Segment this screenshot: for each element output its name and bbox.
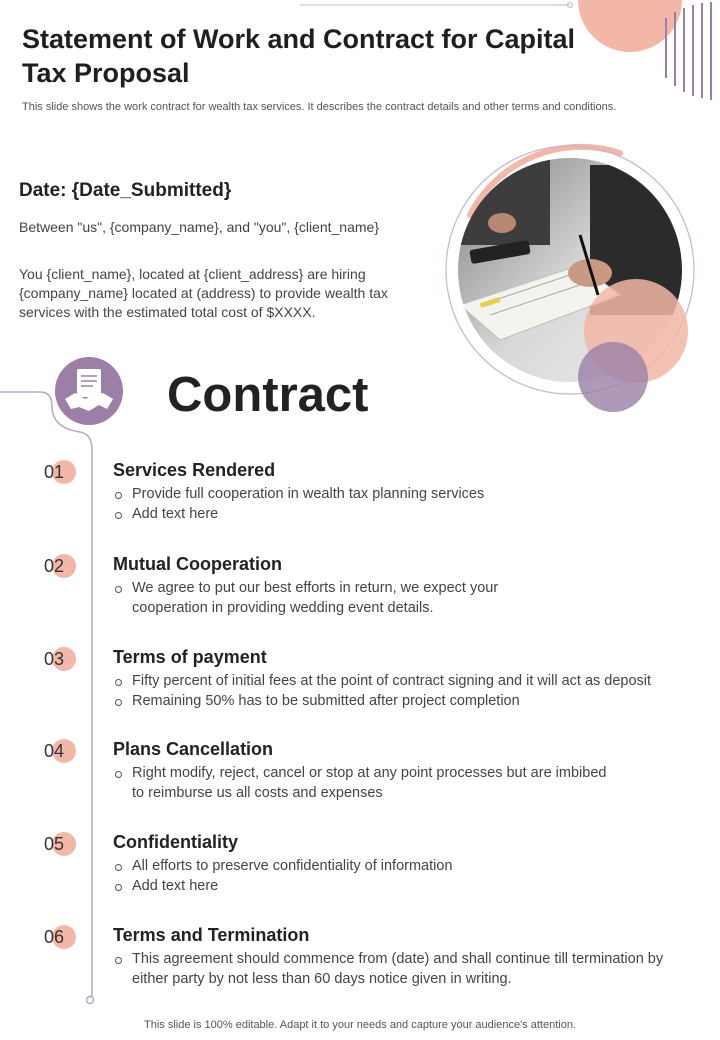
bullet-item: Add text here — [113, 877, 713, 897]
bullet-item: Right modify, reject, cancel or stop at any point processes but are imbibed to reimburse us all costs and expenses — [113, 764, 613, 803]
bullet-item: Add text here — [113, 505, 713, 525]
section-title: Terms of payment — [113, 647, 267, 667]
handshake-document-icon — [55, 357, 123, 425]
purple-overlay-circle — [578, 342, 648, 412]
footer-note: This slide is 100% editable. Adapt it to your needs and capture your audience's attention. — [144, 1019, 576, 1031]
corner-decor — [570, 0, 720, 100]
section-bullets — [113, 672, 713, 711]
hiring-paragraph: You {client_name}, located at {client_address} are hiring {company_name} located at (address) to provide wealth tax services with the estimated total cost of $XXXX. — [19, 266, 388, 320]
section-bullets — [113, 950, 673, 989]
section-title: Plans Cancellation — [113, 739, 274, 759]
section-number: 01 — [44, 462, 65, 482]
bullet-item: Remaining 50% has to be submitted after project completion — [113, 692, 713, 712]
contract-signing-photo — [440, 135, 710, 420]
bullet-item: We agree to put our best efforts in return, we expect your cooperation in providing wedding event details. — [113, 579, 553, 618]
section-title: Confidentiality — [113, 832, 238, 852]
section-title: Mutual Cooperation — [113, 554, 282, 574]
contract-heading: Contract — [167, 368, 369, 422]
section-number: 05 — [44, 834, 65, 854]
section-number: 04 — [44, 741, 65, 761]
section-bullets — [113, 764, 613, 803]
section-number: 06 — [44, 927, 65, 947]
section-bullets — [113, 485, 713, 524]
section-number: 03 — [44, 649, 65, 669]
bullet-item: This agreement should commence from (date) and shall continue till termination by either party by not less than 60 days notice given in writing. — [113, 950, 673, 989]
photo-decor — [440, 135, 710, 420]
date-line: Date: {Date_Submitted} — [19, 180, 232, 201]
section-bullets — [113, 857, 713, 896]
section-number: 02 — [44, 556, 65, 576]
section-title: Services Rendered — [113, 460, 276, 480]
bullet-item: Provide full cooperation in wealth tax planning services — [113, 485, 713, 505]
bullet-item: All efforts to preserve confidentiality of information — [113, 857, 713, 877]
section-title: Terms and Termination — [113, 925, 310, 945]
page-subtitle: This slide shows the work contract for wealth tax services. It describes the contract details and other terms and conditions. — [22, 101, 617, 113]
page-title: Statement of Work and Contract for Capital Tax Proposal — [22, 24, 576, 88]
section-bullets — [113, 579, 553, 618]
contract-icon-badge — [55, 357, 123, 425]
bullet-item: Fifty percent of initial fees at the point of contract signing and it will act as deposit — [113, 672, 713, 692]
between-paragraph: Between "us", {company_name}, and "you", {client_name} — [19, 219, 380, 235]
